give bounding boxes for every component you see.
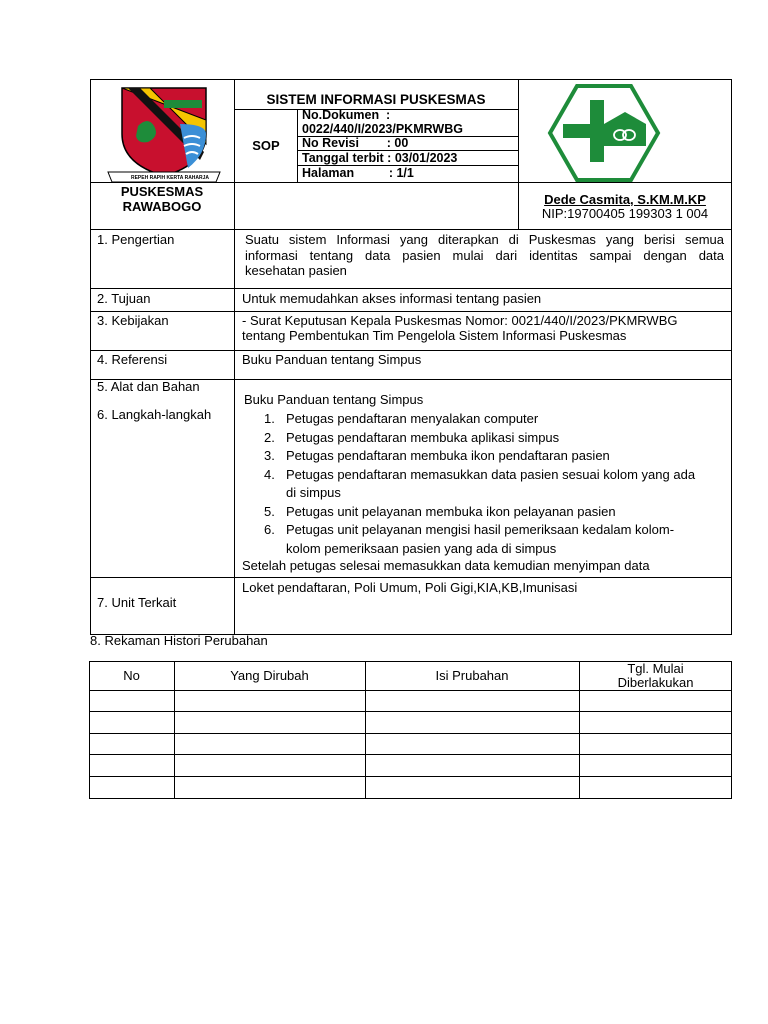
signatory-name: Dede Casmita, S.KM.M.KP (544, 192, 706, 207)
history-header-no: No (123, 668, 140, 683)
history-row-divider (89, 776, 732, 777)
tujuan-text: Untuk memudahkan akses informasi tentang pasien (242, 291, 542, 306)
content-divider (234, 229, 235, 635)
history-row-divider (89, 733, 732, 734)
document-title: SISTEM INFORMASI PUSKESMAS (266, 92, 486, 107)
doc-number-value: 0022/440/I/2023/PKMRWBG (302, 122, 463, 136)
history-header-date: Tgl. Mulai (627, 661, 684, 676)
unit-text: Loket pendaftaran, Poli Umum, Poli Gigi,KIA,KB,Imunisasi (242, 580, 578, 595)
step-item: 5. Petugas unit pelayanan membuka ikon pelayanan pasien (264, 503, 616, 519)
step-item: 1. Petugas pendaftaran menyalakan computer (264, 411, 539, 426)
header-divider (297, 109, 298, 182)
history-header-content: Isi Prubahan (435, 668, 509, 683)
pengertian-line3: kesehatan pasien (245, 263, 347, 278)
org-name-line2: RAWABOGO (122, 199, 202, 214)
signatory-nip: NIP:19700405 199303 1 004 (541, 206, 709, 221)
logo-motto: REPEH RAPIH KERTA RAHARJA (130, 175, 210, 181)
sop-label: SOP (252, 138, 280, 153)
label-langkah: 6. Langkah-langkah (97, 407, 212, 422)
label-tujuan: 2. Tujuan (97, 291, 151, 306)
label-kebijakan: 3. Kebijakan (97, 313, 169, 328)
steps-list (242, 410, 728, 558)
puskesmas-logo (547, 84, 661, 182)
kebijakan-line1: - Surat Keputusan Kepala Puskesmas Nomor: 0021/440/I/2023/PKMRWBG (242, 313, 678, 328)
referensi-text: Buku Panduan tentang Simpus (242, 352, 422, 367)
step-item: 6. Petugas unit pelayanan mengisi hasil pemeriksaan kedalam kolom- kolom pemeriksaan pasien yang ada di simpus (264, 522, 675, 556)
kebijakan-line2: tentang Pembentukan Tim Pengelola Sistem Informasi Puskesmas (242, 328, 627, 343)
history-row-divider (89, 754, 732, 755)
history-title: 8. Rekaman Histori Perubahan (90, 633, 268, 648)
history-row-divider (89, 690, 732, 691)
header-divider (234, 79, 235, 230)
regional-shield-logo (100, 84, 228, 184)
header-divider (518, 79, 519, 230)
doc-number-label: No.Dokumen : (302, 108, 391, 122)
history-row-divider (89, 711, 732, 712)
step-item: 4. Petugas pendaftaran memasukkan data pasien sesuai kolom yang ada di simpus (264, 466, 696, 500)
alat-bahan-text: Buku Panduan tentang Simpus (244, 392, 424, 407)
step-item: 2. Petugas pendaftaran membuka aplikasi simpus (264, 429, 560, 445)
revision-info: No Revisi : 00 (302, 136, 409, 150)
issue-date: Tanggal terbit : 03/01/2023 (302, 151, 458, 165)
steps-closing: Setelah petugas selesai memasukkan data kemudian menyimpan data (242, 558, 650, 573)
pengertian-line2: informasi tentang data pasien mulai dari identitas sampai dengan data (245, 248, 724, 263)
label-unit: 7. Unit Terkait (97, 595, 177, 610)
row-divider (90, 350, 732, 351)
label-referensi: 4. Referensi (97, 352, 168, 367)
row-divider (90, 577, 732, 578)
row-divider (90, 311, 732, 312)
label-pengertian: 1. Pengertian (97, 232, 175, 247)
history-header-effective: Diberlakukan (617, 675, 694, 690)
label-alat-bahan: 5. Alat dan Bahan (97, 379, 200, 394)
step-item: 3. Petugas pendaftaran membuka ikon pendaftaran pasien (264, 448, 610, 463)
pengertian-line1: Suatu sistem Informasi yang diterapkan di Puskesmas yang berisi semua (245, 232, 724, 247)
history-header-changed: Yang Dirubah (230, 668, 309, 683)
row-divider (90, 288, 732, 289)
org-name-line1: PUSKESMAS (120, 184, 204, 199)
page-info: Halaman : 1/1 (302, 166, 414, 180)
